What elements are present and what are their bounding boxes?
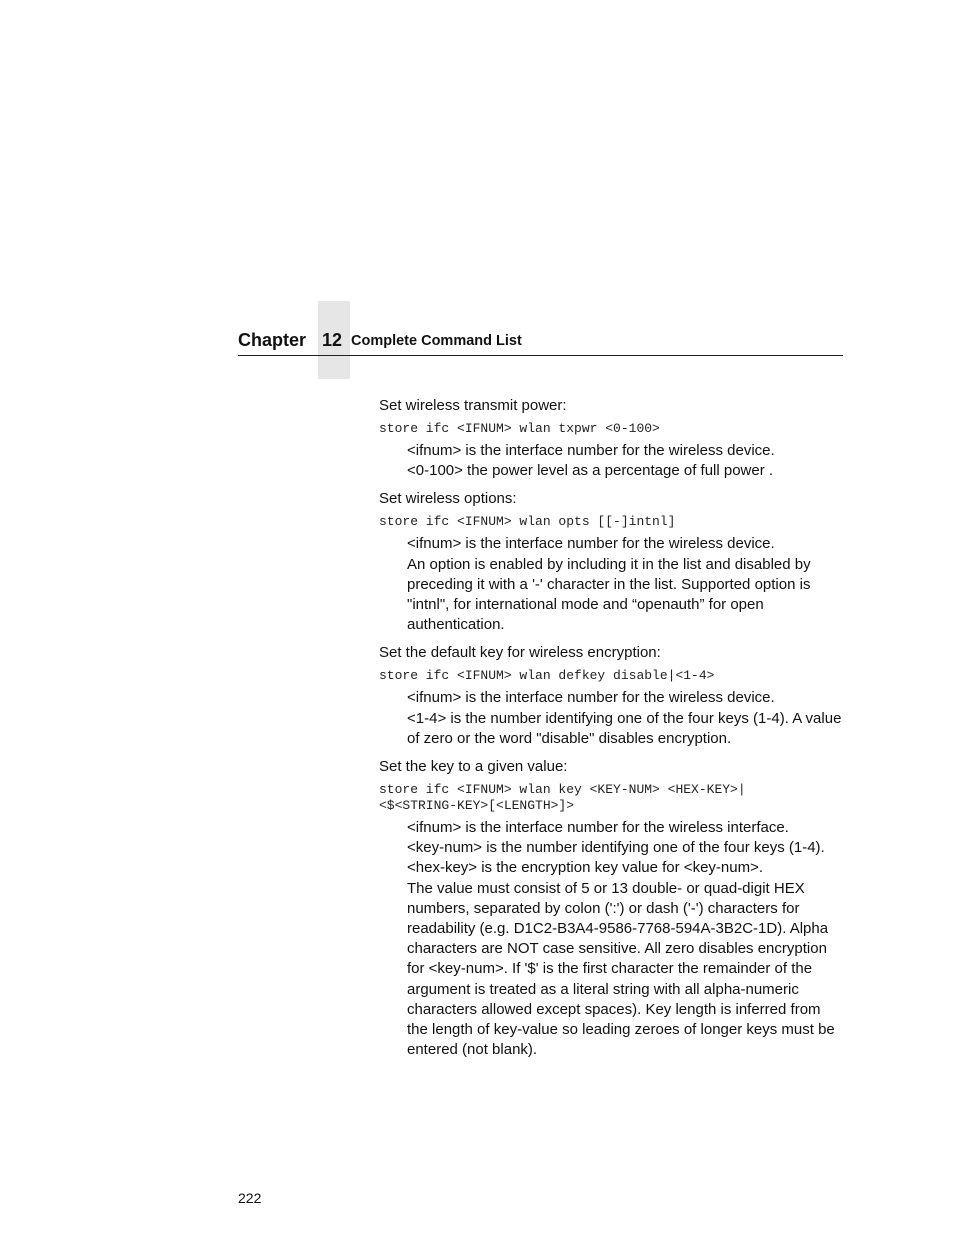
command-syntax: store ifc <IFNUM> wlan txpwr <0-100> <box>379 421 660 436</box>
section-description <box>407 818 844 1060</box>
chapter-header <box>238 301 843 379</box>
section-intro: Set the key to a given value: <box>379 758 568 776</box>
description-line: <ifnum> is the interface number for the wireless device. <box>407 689 775 707</box>
section-intro: Set wireless options: <box>379 490 517 508</box>
description-line: An option is enabled by including it in the list and disabled by preceding it with a '-' character in the list. Supported option is "intnl", for international mode and “openauth” for open authentication. <box>407 555 811 634</box>
description-line: <key-num> is the number identifying one of the four keys (1-4). <box>407 839 825 857</box>
section-description <box>407 688 844 749</box>
section-intro: Set wireless transmit power: <box>379 397 567 414</box>
section-intro: Set the default key for wireless encryption: <box>379 644 661 662</box>
command-syntax: store ifc <IFNUM> wlan defkey disable|<1-4> <box>379 668 715 684</box>
section-description <box>407 534 844 635</box>
description-line: The value must consist of 5 or 13 double- or quad-digit HEX numbers, separated by colon (':') or dash ('-') characters for readability (e.g. D1C2-B3A4-9586-7768-594A-3B2C-1D). Alpha characters are NOT case sensitive. All zero disables encryption for <key-num>. If '$' is the first character the remainder of the argument is treated as a literal string with all alpha-numeric characters allowed except spaces). Key length is inferred from the length of key-value so leading zeroes of longer keys must be entered (not blank). <box>407 879 835 1059</box>
command-list <box>379 396 844 1068</box>
command-syntax-continued: <$<STRING-KEY>[<LENGTH>]> <box>379 798 575 814</box>
description-line: <ifnum> is the interface number for the wireless interface. <box>407 819 789 837</box>
chapter-number: 12 <box>322 330 343 350</box>
description-line: <0-100> the power level as a percentage of full power . <box>407 462 774 480</box>
command-syntax: store ifc <IFNUM> wlan opts [[-]intnl] <box>379 514 676 530</box>
section-txpwr <box>379 396 844 481</box>
command-syntax: store ifc <IFNUM> wlan key <KEY-NUM> <HEX-KEY>| <box>379 782 746 798</box>
chapter-label: Chapter <box>238 330 307 350</box>
description-line: <ifnum> is the interface number for the wireless device. <box>407 442 775 459</box>
section-description <box>407 441 844 481</box>
page-number: 222 <box>238 1190 262 1206</box>
section-opts <box>379 489 844 635</box>
description-line: <1-4> is the number identifying one of the four keys (1-4). A value of zero or the word "disable" disables encryption. <box>407 709 842 747</box>
description-line: <hex-key> is the encryption key value for <key-num>. <box>407 859 764 877</box>
description-line: <ifnum> is the interface number for the wireless device. <box>407 535 775 553</box>
header-divider <box>238 355 843 356</box>
section-defkey <box>379 643 844 749</box>
chapter-title: Complete Command List <box>351 333 522 349</box>
section-key <box>379 757 844 1060</box>
